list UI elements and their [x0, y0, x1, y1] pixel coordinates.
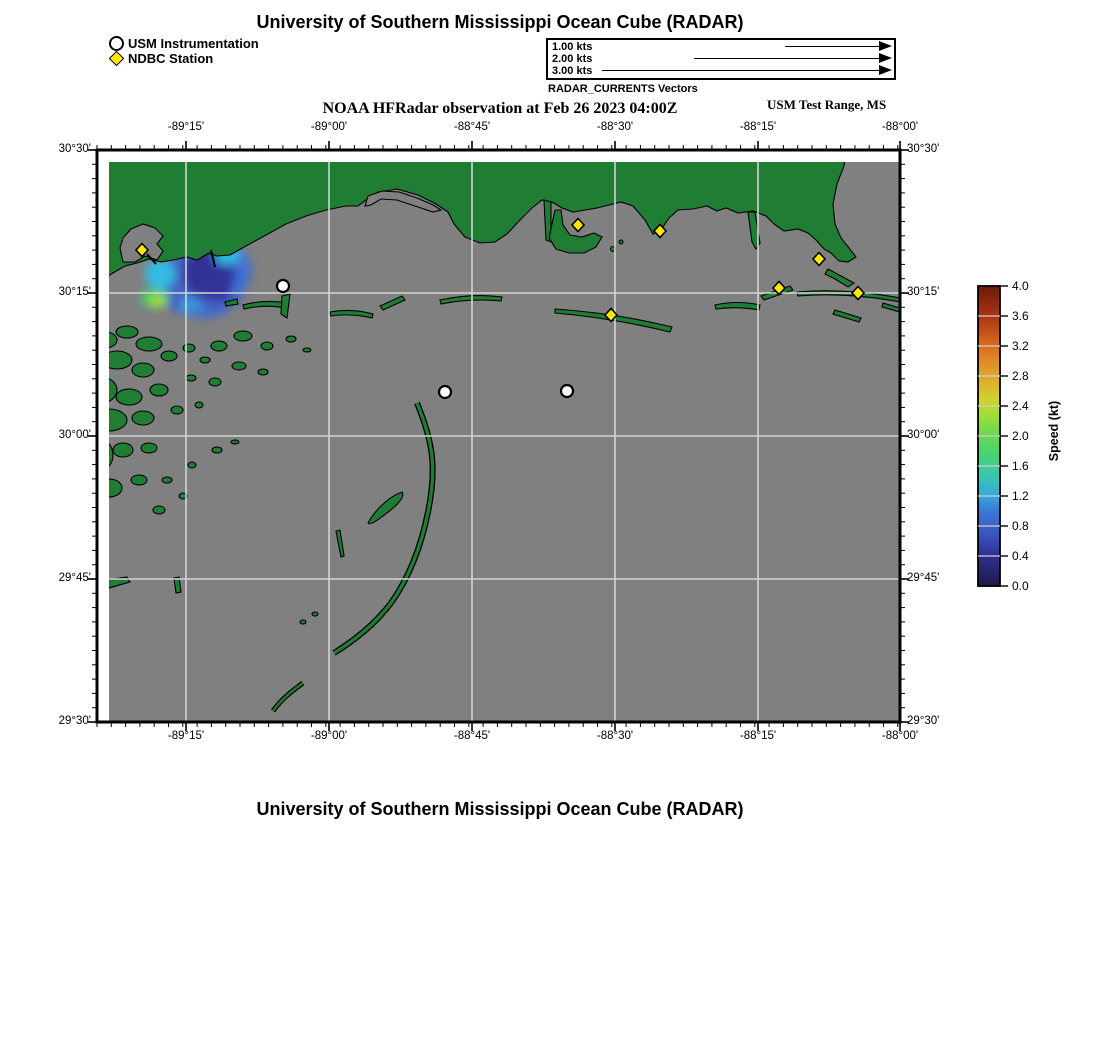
vector-scale-label: 3.00 kts — [552, 65, 593, 77]
legend-item-ndbc — [109, 51, 259, 66]
vector-scale-label: 2.00 kts — [552, 53, 593, 65]
lon-tick-label: -88°45' — [453, 121, 491, 133]
colorbar-tick-label: 0.0 — [1012, 579, 1029, 593]
map-canvas — [85, 138, 915, 738]
lat-tick-label: 30°00' — [58, 429, 91, 441]
colorbar-tick-label: 3.6 — [1012, 309, 1029, 323]
usm-instrumentation-marker — [561, 385, 573, 397]
page-title: University of Southern Mississippi Ocean Cube (RADAR) — [256, 12, 744, 32]
lon-tick-label: -89°00' — [310, 730, 348, 742]
map-legend — [109, 36, 259, 66]
legend-item-usm — [109, 36, 259, 51]
colorbar-tick-label: 2.8 — [1012, 369, 1029, 383]
usm-instrumentation-marker — [439, 386, 451, 398]
colorbar-tick-label: 1.6 — [1012, 459, 1029, 473]
colorbar-tick-label: 2.0 — [1012, 429, 1029, 443]
lat-tick-label: 29°45' — [907, 572, 940, 584]
vector-arrowhead-icon — [879, 65, 892, 75]
lat-tick-label: 30°30' — [907, 143, 940, 155]
lon-tick-label: -88°30' — [596, 730, 634, 742]
lat-tick-label: 30°15' — [58, 286, 91, 298]
lat-tick-label: 30°00' — [907, 429, 940, 441]
colorbar-tick-label: 1.2 — [1012, 489, 1029, 503]
vector-arrowhead-icon — [879, 53, 892, 63]
lon-tick-label: -88°00' — [881, 121, 919, 133]
colorbar-tick-label: 0.4 — [1012, 549, 1029, 563]
colorbar — [976, 282, 1016, 592]
vector-scale-label: 1.00 kts — [552, 41, 593, 53]
lat-tick-label: 29°30' — [907, 715, 940, 727]
page-title-bottom: University of Southern Mississippi Ocean Cube (RADAR) — [256, 799, 744, 819]
colorbar-tick-label: 4.0 — [1012, 279, 1029, 293]
lon-tick-label: -88°45' — [453, 730, 491, 742]
lon-tick-label: -88°15' — [739, 730, 777, 742]
map-subtitle: NOAA HFRadar observation at Feb 26 2023 04:00Z — [322, 100, 678, 117]
vector-scale-caption: RADAR_CURRENTS Vectors — [548, 83, 698, 95]
lon-tick-label: -89°15' — [167, 730, 205, 742]
vector-scale-box — [546, 38, 896, 80]
vector-arrowhead-icon — [879, 41, 892, 51]
lon-tick-label: -89°00' — [310, 121, 348, 133]
usm-instrumentation-marker — [277, 280, 289, 292]
lon-tick-label: -88°15' — [739, 121, 777, 133]
lat-tick-label: 29°30' — [58, 715, 91, 727]
lat-tick-label: 30°30' — [58, 143, 91, 155]
vector-scale-row-1 — [548, 41, 894, 53]
vector-arrow-line — [602, 70, 880, 71]
lon-tick-label: -88°30' — [596, 121, 634, 133]
legend-label: NDBC Station — [128, 51, 214, 66]
region-label: USM Test Range, MS — [767, 97, 887, 112]
legend-label: USM Instrumentation — [128, 36, 259, 51]
vector-arrow-line — [785, 46, 880, 47]
lat-tick-label: 30°15' — [907, 286, 940, 298]
vector-scale-row-3 — [548, 65, 894, 77]
lon-tick-label: -88°00' — [881, 730, 919, 742]
vector-arrow-line — [694, 58, 880, 59]
usm-circle-icon — [109, 36, 124, 51]
colorbar-title: Speed (kt) — [1047, 400, 1061, 462]
lon-tick-label: -89°15' — [167, 121, 205, 133]
colorbar-tick-label: 0.8 — [1012, 519, 1029, 533]
vector-scale-row-2 — [548, 53, 894, 65]
colorbar-tick-label: 2.4 — [1012, 399, 1029, 413]
colorbar-tick-label: 3.2 — [1012, 339, 1029, 353]
ndbc-diamond-icon — [109, 51, 125, 67]
lat-tick-label: 29°45' — [58, 572, 91, 584]
